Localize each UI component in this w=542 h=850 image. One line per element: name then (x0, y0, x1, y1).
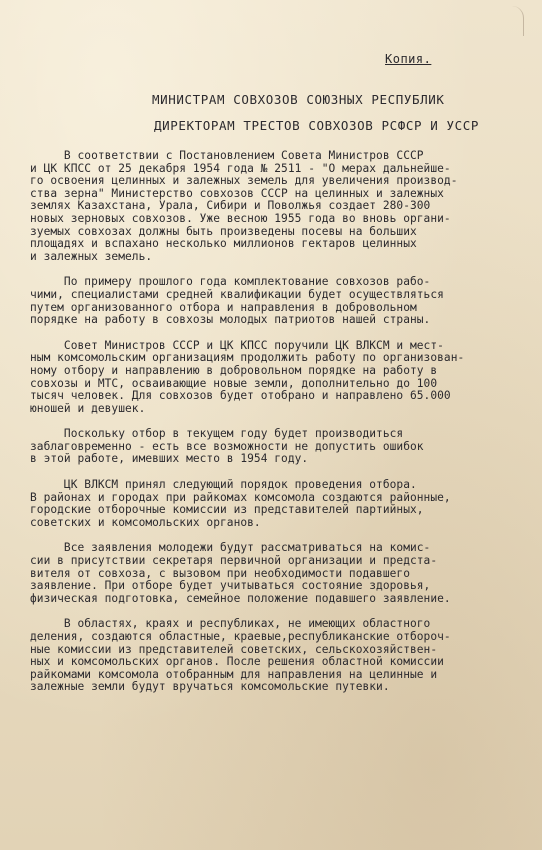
text-line: ному отбору и направлению в добровольном порядке на работу в (30, 363, 438, 377)
text-line: зуемых совхозах должны быть произведены посевы на больших (30, 224, 417, 238)
text-line: и залежных земель. (30, 249, 153, 263)
text-line: В соответствии с Постановлением Совета Министров СССР (30, 149, 424, 162)
text-line: путем организованного отбора и направления в добровольном (30, 300, 417, 314)
text-line: в этой работе, имевших место в 1954 году. (30, 452, 309, 466)
body-paragraph (30, 542, 498, 605)
text-line: вителя от совхоза, с вызовом при необходимости подавшего (30, 566, 410, 580)
text-line: советских и комсомольских органов. (30, 515, 261, 529)
text-line: залежные земли будут вручаться комсомольские путевки. (30, 680, 390, 694)
text-line: ные комиссии из представителей советских, сельскохозяйствен- (30, 642, 438, 656)
text-line: совхозы и МТС, осваивающие новые земли, дополнительно до 100 (30, 376, 438, 390)
text-line: В районах и городах при райкомах комсомола создаются районные, (30, 490, 451, 504)
addressee-heading-directors: ДИРЕКТОРАМ ТРЕСТОВ СОВХОЗОВ РСФСР И УССР (154, 118, 480, 133)
text-line: заявление. При отборе будет учитываться состояние здоровья, (30, 579, 431, 593)
text-line: Поскольку отбор в текущем году будет производиться (30, 427, 404, 441)
text-line: порядке на работу в совхозы молодых патриотов нашей страны. (30, 313, 431, 327)
text-line: тысяч человек. Для совхозов будет отобрано и направлено 65.000 (30, 389, 451, 403)
text-line: заблаговременно - есть все возможности не допустить ошибок (30, 439, 424, 453)
text-line: площадях и вспахано несколько миллионов гектаров целинных (30, 237, 417, 251)
document-body (30, 150, 498, 707)
text-line: городские отборочные комиссии из представителей партийных, (30, 503, 424, 517)
page-fold-mark (501, 6, 524, 36)
text-line: и ЦК КПСС от 25 декабря 1954 года № 2511 - "О мерах дальнейше- (30, 161, 451, 175)
text-line: физическая подготовка, семейное положение подавшего заявление. (30, 591, 451, 605)
text-line: ства зерна" Министерство совхозов СССР на целинных и залежных (30, 186, 444, 200)
copy-label: Копия. (385, 52, 432, 66)
text-line: ЦК ВЛКСМ принял следующий порядок проведения отбора. (30, 478, 417, 492)
text-line: В областях, краях и республиках, не имеющих областного (30, 617, 431, 631)
text-line: ным комсомольским организациям продолжить работу по организован- (30, 351, 465, 365)
text-line: Все заявления молодежи будут рассматриваться на комис- (30, 541, 431, 555)
addressee-heading-ministers: МИНИСТРАМ СОВХОЗОВ СОЮЗНЫХ РЕСПУБЛИК (152, 92, 445, 107)
body-paragraph (30, 340, 498, 416)
text-line: сии в присутствии секретаря первичной организации и предста- (30, 554, 438, 568)
body-paragraph (30, 618, 498, 694)
text-line: деления, создаются областные, краевые,республиканские отбороч- (30, 630, 451, 643)
text-line: землях Казахстана, Урала, Сибири и Поволжья создает 280-300 (30, 199, 431, 213)
body-paragraph (30, 479, 498, 529)
body-paragraph (30, 428, 498, 466)
text-line: райкомами комсомола отобранным для направления на целинные и (30, 667, 438, 681)
body-paragraph (30, 150, 498, 263)
text-line: го освоения целинных и залежных земель для увеличения производ- (30, 174, 458, 188)
body-paragraph (30, 276, 498, 326)
text-line: новых зерновых совхозов. Уже весною 1955 года во вновь органи- (30, 211, 451, 225)
text-line: чими, специалистами средней квалификации будет осуществляться (30, 287, 444, 301)
text-line: По примеру прошлого года комплектование совхозов рабо- (30, 275, 431, 289)
text-line: юношей и девушек. (30, 401, 146, 415)
text-line: Совет Министров СССР и ЦК КПСС поручили ЦК ВЛКСМ и мест- (30, 338, 444, 352)
text-line: ных и комсомольских органов. После решения областной комиссии (30, 655, 444, 669)
